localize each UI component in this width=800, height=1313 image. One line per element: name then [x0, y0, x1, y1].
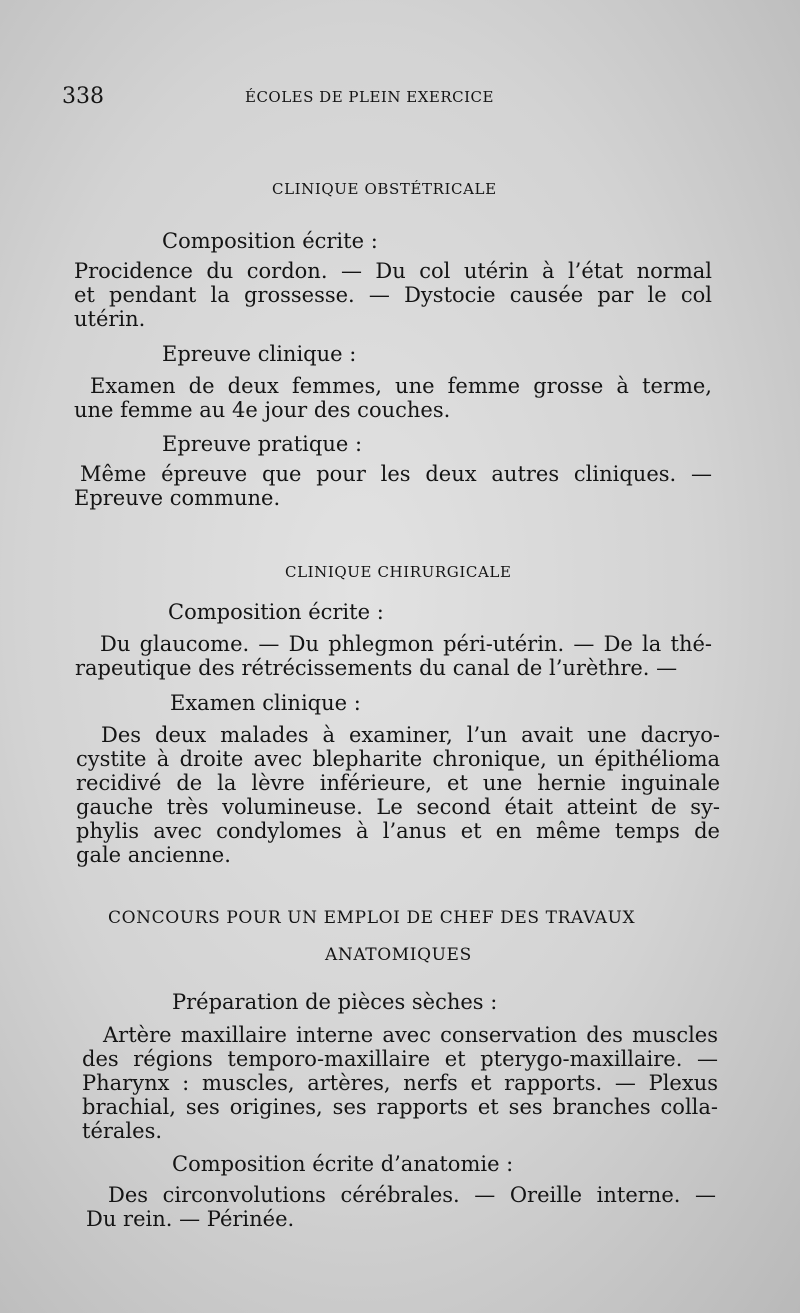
concours-title-line1: CONCOURS POUR UN EMPLOI DE CHEF DES TRAVAUX	[108, 908, 636, 928]
obstetrique-clinical-heading: Epreuve clinique :	[162, 342, 357, 366]
chirurgicale-written-heading: Composition écrite :	[168, 600, 384, 624]
concours-written-heading: Composition écrite d’anatomie :	[172, 1152, 514, 1176]
page-number: 338	[62, 84, 104, 109]
concours-written-text: Des circonvolutions cérébrales. — Oreille interne. — Du rein. — Périnée.	[86, 1183, 716, 1231]
obstetrique-practical-heading: Epreuve pratique :	[162, 432, 363, 456]
obstetrique-practical-text: Même épreuve que pour les deux autres cliniques. — Epreuve commune.	[74, 462, 712, 510]
concours-prep-text: Artère maxillaire interne avec conservation des muscles des régions temporo-maxillaire et pterygo-maxillaire. — Pharynx : muscles, artères, nerfs et rapports. — Plexus brachial, ses origines, ses rapports et ses branches colla- térales.	[82, 1023, 718, 1143]
section-title-chirurgicale: CLINIQUE CHIRURGICALE	[285, 563, 512, 581]
chirurgicale-written-text: Du glaucome. — Du phlegmon péri-utérin. — De la thé- rapeutique des rétrécissements du canal de l’urèthre. —	[75, 632, 712, 680]
running-title: ÉCOLES DE PLEIN EXERCICE	[245, 88, 494, 106]
obstetrique-clinical-text: Examen de deux femmes, une femme grosse à terme, une femme au 4e jour des couches.	[74, 374, 712, 422]
concours-title-line2: ANATOMIQUES	[325, 945, 472, 965]
obstetrique-written-text: Procidence du cordon. — Du col utérin à l’état normal et pendant la grossesse. — Dystocie causée par le col utérin.	[74, 259, 712, 331]
chirurgicale-clinical-text: Des deux malades à examiner, l’un avait une dacryo- cystite à droite avec blepharite chronique, un épithélioma recidivé de la lèvre inférieure, et une hernie inguinale gauche très volumineuse. Le second était atteint de sy- phylis avec condylomes à l’anus et en même temps de gale ancienne.	[76, 723, 720, 867]
chirurgicale-clinical-heading: Examen clinique :	[170, 691, 361, 715]
obstetrique-written-heading: Composition écrite :	[162, 229, 378, 253]
section-title-obstetrique: CLINIQUE OBSTÉTRICALE	[272, 180, 497, 198]
concours-prep-heading: Préparation de pièces sèches :	[172, 990, 498, 1014]
